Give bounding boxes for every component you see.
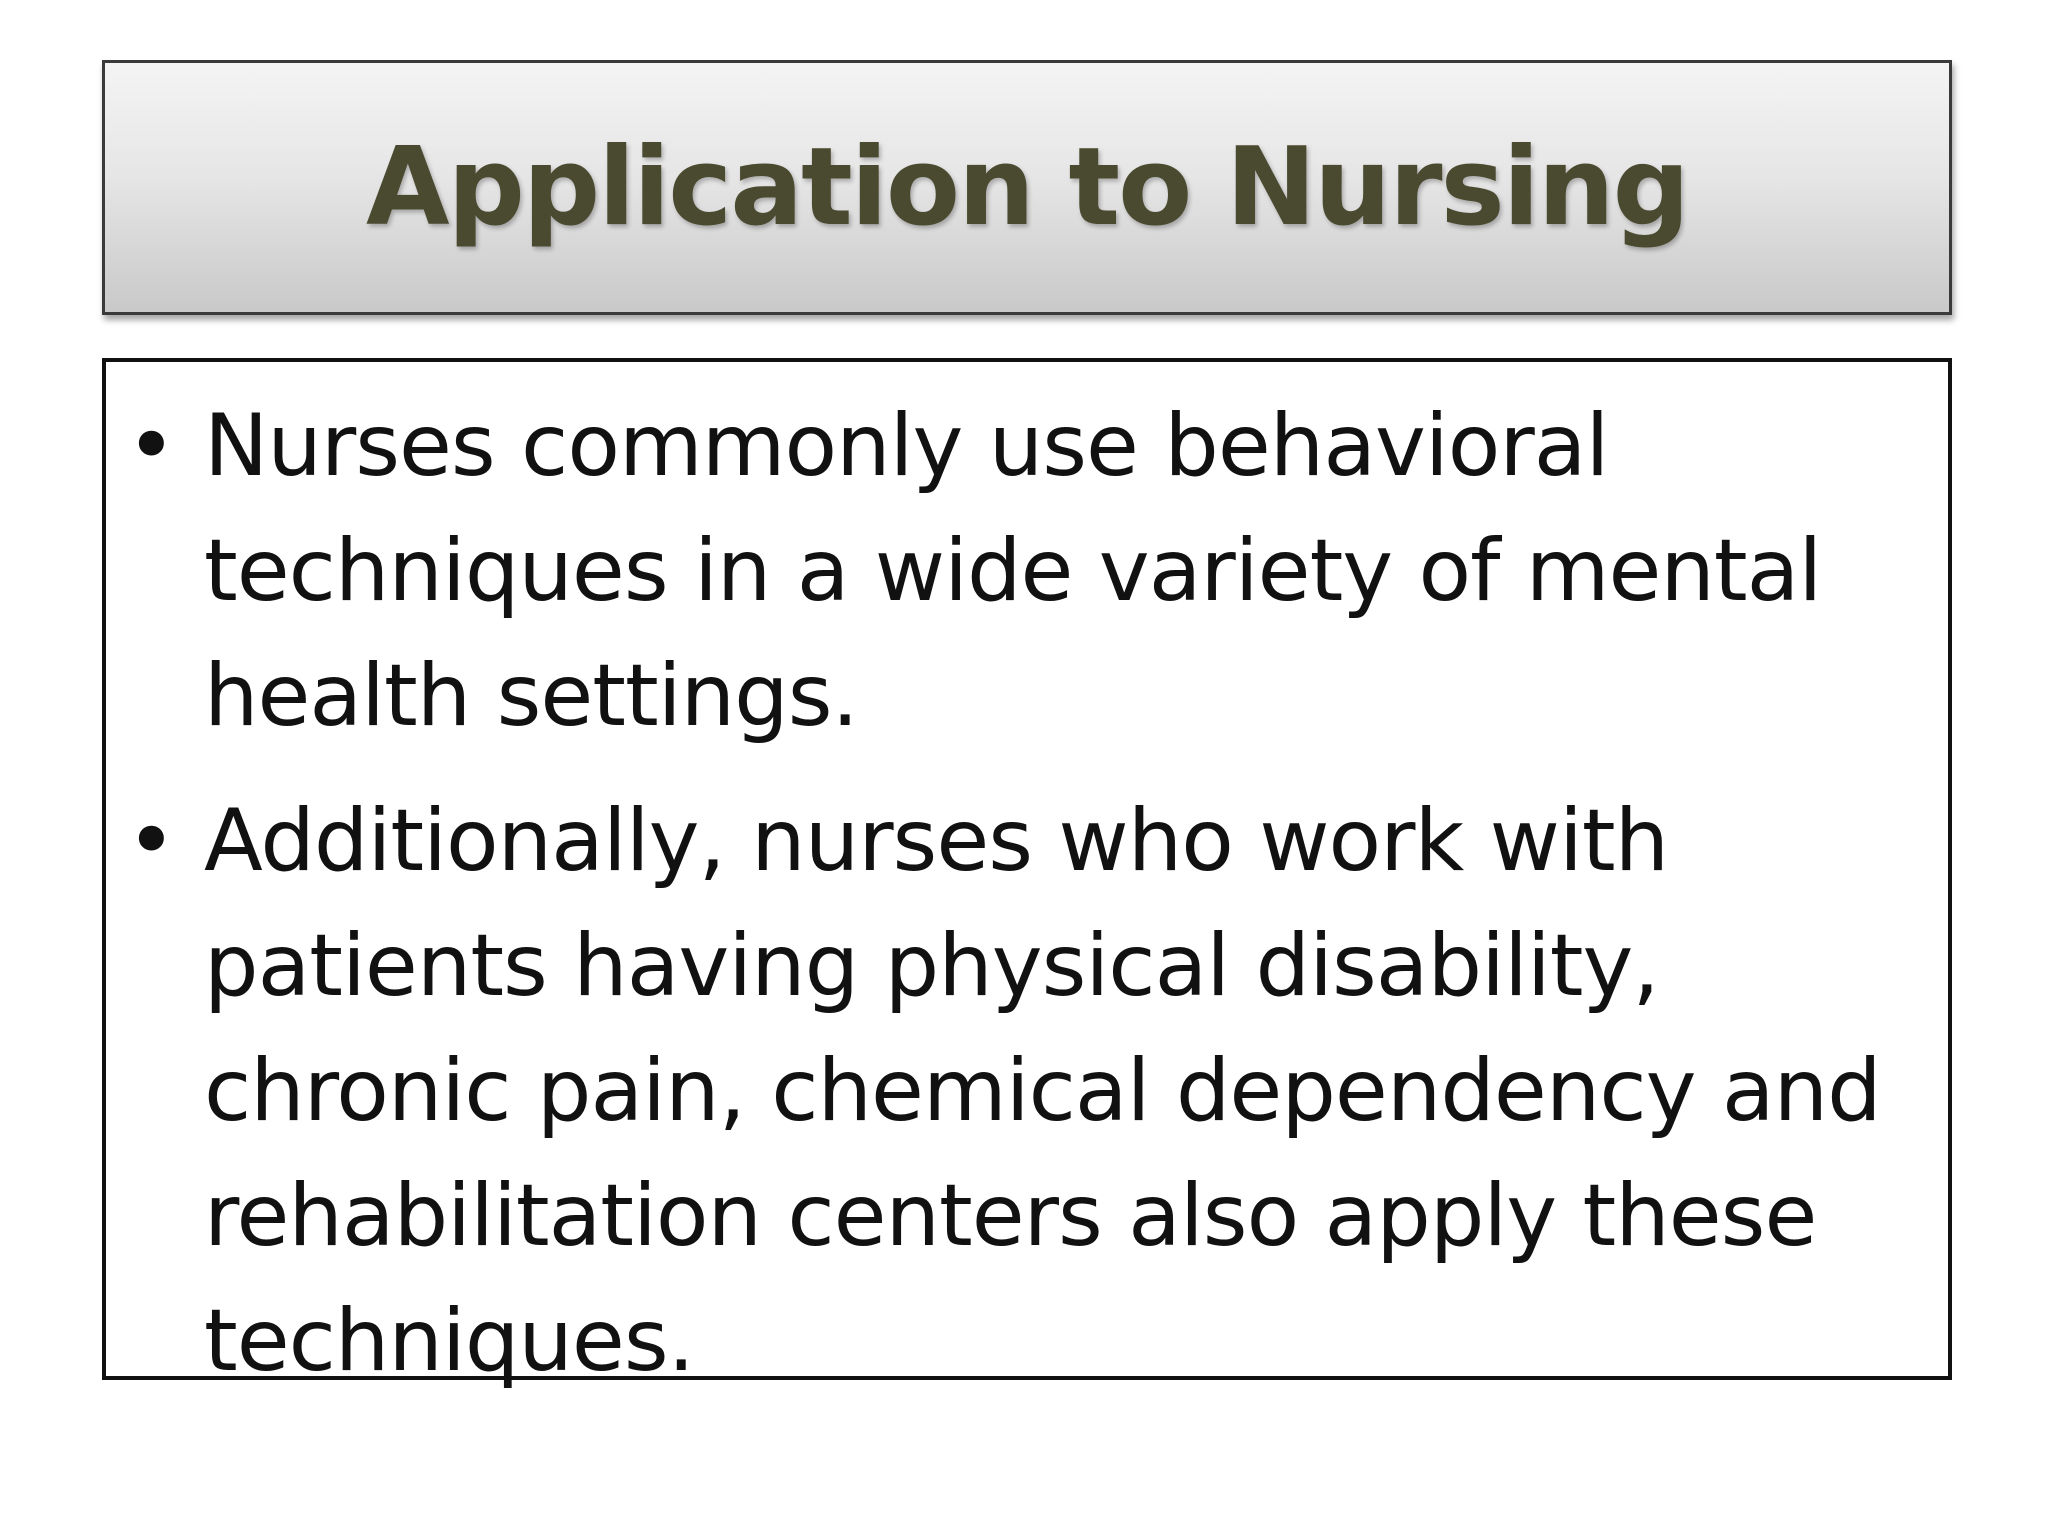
bullet-dot-icon: • <box>126 396 176 496</box>
slide-content-box <box>102 358 1952 1391</box>
slide-title-box <box>102 60 1952 315</box>
bullet-text-1: Nurses commonly use behavioral techniques in a wide variety of mental health settings. <box>204 396 1822 746</box>
bullet-dot-icon: • <box>126 791 176 891</box>
bullet-item-2 <box>126 779 1924 1404</box>
bullet-item-1 <box>126 384 1924 759</box>
bullet-text-2: Additionally, nurses who work with patients having physical disability, chronic pain, chemical dependency and rehabilitation centers also apply these techniques. <box>204 791 1881 1391</box>
bullet-list <box>126 384 1924 1424</box>
slide-title: Application to Nursing <box>366 125 1688 250</box>
